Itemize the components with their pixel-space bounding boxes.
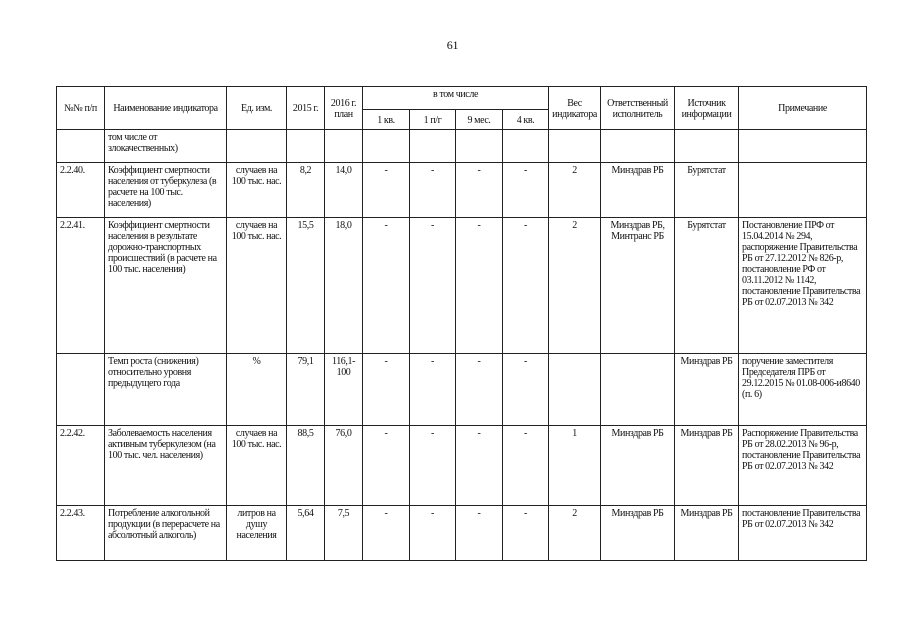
cell-responsible: Минздрав РБ, Минтранс РБ (601, 218, 675, 354)
cell-h1: - (410, 218, 456, 354)
indicators-table (56, 86, 867, 561)
table-row (57, 218, 867, 354)
cell-9m: - (456, 218, 503, 354)
cell-responsible (601, 354, 675, 426)
cell-num: 2.2.40. (57, 163, 105, 218)
cell-num (57, 354, 105, 426)
header-responsible: Ответственный исполнитель (601, 87, 675, 130)
cell-name: Коэффициент смертности населения в результате дорожно-транспортных происшествий (в расчете на 100 тыс. населения) (105, 218, 227, 354)
cell-h1 (410, 130, 456, 163)
cell-responsible: Минздрав РБ (601, 426, 675, 506)
cell-2016: 76,0 (325, 426, 363, 506)
cell-source (675, 130, 739, 163)
header-note: Примечание (739, 87, 867, 130)
cell-2015: 15,5 (287, 218, 325, 354)
cell-num: 2.2.42. (57, 426, 105, 506)
cell-9m: - (456, 506, 503, 561)
cell-9m: - (456, 354, 503, 426)
cell-2016: 18,0 (325, 218, 363, 354)
cell-unit: случаев на 100 тыс. нас. (227, 426, 287, 506)
cell-note (739, 163, 867, 218)
cell-note (739, 130, 867, 163)
header-2016: 2016 г. план (325, 87, 363, 130)
header-h1: 1 п/г (410, 110, 456, 130)
cell-2015 (287, 130, 325, 163)
cell-unit: литров на душу населения (227, 506, 287, 561)
header-source: Источник информации (675, 87, 739, 130)
cell-h1: - (410, 426, 456, 506)
table-row (57, 354, 867, 426)
cell-source: Минздрав РБ (675, 426, 739, 506)
cell-9m: - (456, 163, 503, 218)
header-q1: 1 кв. (363, 110, 410, 130)
cell-2015: 88,5 (287, 426, 325, 506)
cell-note: поручение заместителя Председателя ПРБ от 29.12.2015 № 01.08-006-и8640 (п. 6) (739, 354, 867, 426)
cell-h1: - (410, 506, 456, 561)
cell-name: Темп роста (снижения) относительно уровня предыдущего года (105, 354, 227, 426)
cell-source: Бурятстат (675, 218, 739, 354)
header-9m: 9 мес. (456, 110, 503, 130)
cell-2016: 116,1-100 (325, 354, 363, 426)
cell-name: том числе от злокачественных) (105, 130, 227, 163)
cell-q4: - (503, 506, 549, 561)
cell-9m (456, 130, 503, 163)
cell-2016: 7,5 (325, 506, 363, 561)
cell-responsible: Минздрав РБ (601, 506, 675, 561)
header-num: №№ п/п (57, 87, 105, 130)
cell-source: Бурятстат (675, 163, 739, 218)
page-number: 61 (446, 38, 459, 52)
cell-q4 (503, 130, 549, 163)
header-unit: Ед. изм. (227, 87, 287, 130)
cell-2015: 8,2 (287, 163, 325, 218)
cell-source: Минздрав РБ (675, 506, 739, 561)
cell-2015: 5,64 (287, 506, 325, 561)
cell-h1: - (410, 354, 456, 426)
cell-responsible: Минздрав РБ (601, 163, 675, 218)
cell-q1: - (363, 163, 410, 218)
cell-9m: - (456, 426, 503, 506)
cell-q1 (363, 130, 410, 163)
cell-name: Коэффициент смертности населения от туберкулеза (в расчете на 100 тыс. населения) (105, 163, 227, 218)
cell-weight (549, 354, 601, 426)
cell-unit (227, 130, 287, 163)
cell-weight: 2 (549, 163, 601, 218)
cell-q1: - (363, 218, 410, 354)
cell-h1: - (410, 163, 456, 218)
cell-note: постановление Правительства РБ от 02.07.2013 № 342 (739, 506, 867, 561)
cell-weight (549, 130, 601, 163)
cell-unit: % (227, 354, 287, 426)
cell-q1: - (363, 506, 410, 561)
table-row (57, 506, 867, 561)
header-q4: 4 кв. (503, 110, 549, 130)
cell-weight: 1 (549, 426, 601, 506)
cell-name: Заболеваемость населения активным туберкулезом (на 100 тыс. чел. населения) (105, 426, 227, 506)
cell-note: Распоряжение Правительства РБ от 28.02.2013 № 96-р, постановление Правительства РБ от 02.07.2013 № 342 (739, 426, 867, 506)
cell-unit: случаев на 100 тыс. нас. (227, 218, 287, 354)
cell-q4: - (503, 218, 549, 354)
cell-2016: 14,0 (325, 163, 363, 218)
cell-q1: - (363, 426, 410, 506)
cell-note: Постановление ПРФ от 15.04.2014 № 294, распоряжение Правительства РБ от 27.12.2012 № 826-р, постановление РФ от 03.11.2012 № 1142, постановление Правительства РБ от 02.07.2013 № 342 (739, 218, 867, 354)
cell-name: Потребление алкогольной продукции (в перерасчете на абсолютный алкоголь) (105, 506, 227, 561)
header-including: в том числе (363, 87, 549, 110)
cell-q1: - (363, 354, 410, 426)
cell-responsible (601, 130, 675, 163)
cell-q4: - (503, 163, 549, 218)
table-row (57, 163, 867, 218)
table-row (57, 426, 867, 506)
cell-num: 2.2.43. (57, 506, 105, 561)
cell-unit: случаев на 100 тыс. нас. (227, 163, 287, 218)
cell-q4: - (503, 354, 549, 426)
header-2015: 2015 г. (287, 87, 325, 130)
cell-2015: 79,1 (287, 354, 325, 426)
cell-2016 (325, 130, 363, 163)
header-weight: Вес индикатора (549, 87, 601, 130)
table-row (57, 130, 867, 163)
cell-num: 2.2.41. (57, 218, 105, 354)
cell-weight: 2 (549, 506, 601, 561)
header-name: Наименование индикатора (105, 87, 227, 130)
cell-weight: 2 (549, 218, 601, 354)
cell-source: Минздрав РБ (675, 354, 739, 426)
cell-num (57, 130, 105, 163)
cell-q4: - (503, 426, 549, 506)
